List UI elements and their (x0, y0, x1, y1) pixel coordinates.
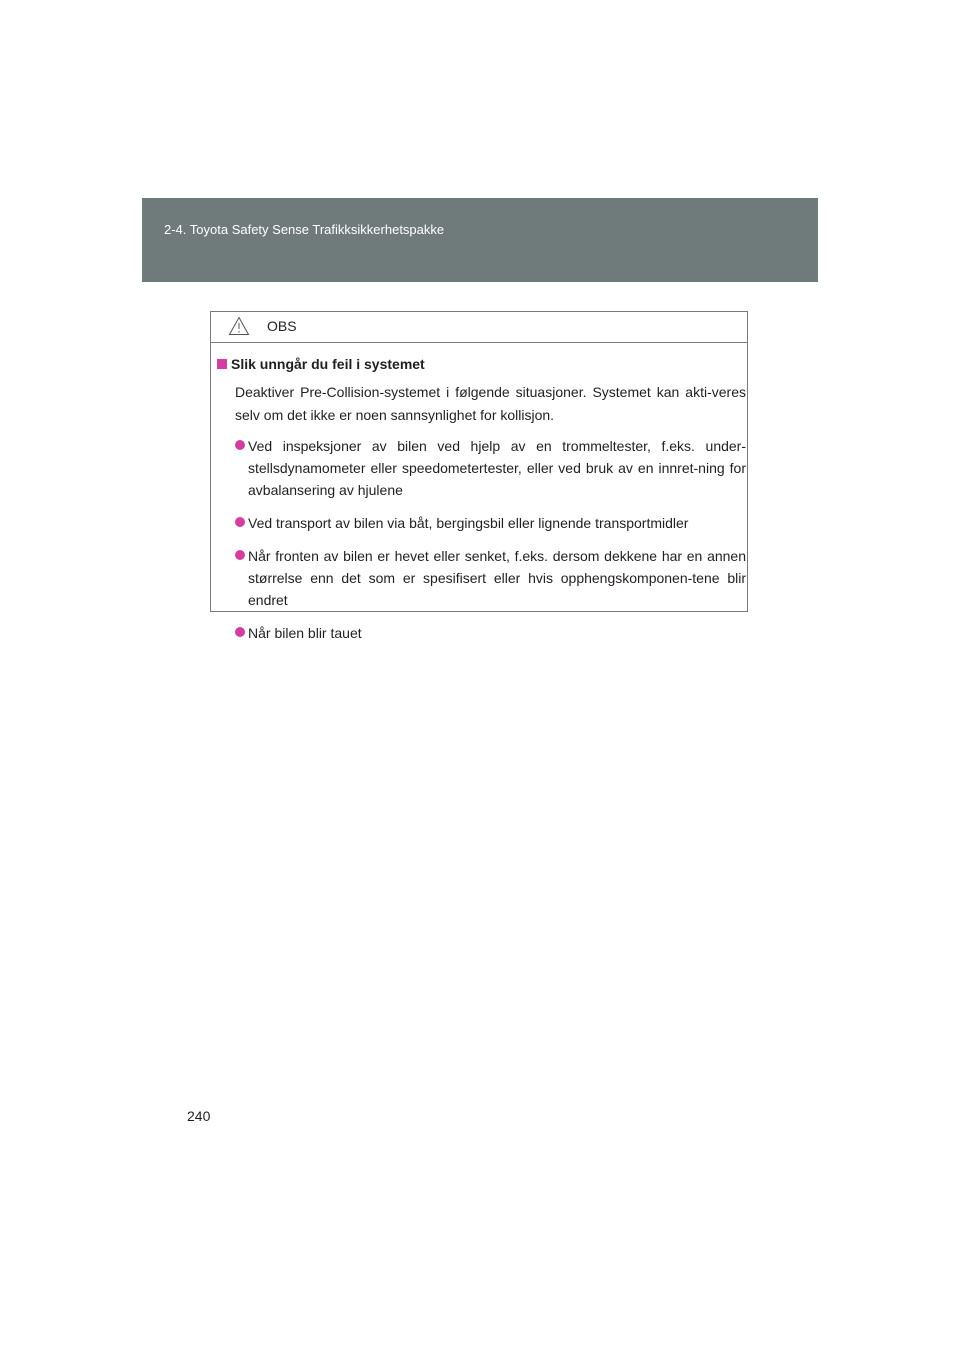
warning-triangle-icon (228, 316, 250, 336)
list-item (217, 622, 746, 644)
section-title: 2-4. Toyota Safety Sense Trafikksikkerhetspakke (164, 222, 445, 237)
caution-intro: Deaktiver Pre-Collision-systemet i følgende situasjoner. Systemet kan akti-veres selv om det ikke er noen sannsynlighet for kollisjon. (235, 384, 746, 423)
round-bullet-icon (235, 440, 245, 450)
list-item-text: Når bilen blir tauet (248, 625, 362, 641)
round-bullet-icon (235, 550, 245, 560)
list-item (217, 512, 746, 534)
caution-heading (217, 355, 741, 373)
caution-box (210, 311, 748, 641)
caution-header (211, 312, 747, 343)
section-header-band (142, 198, 818, 282)
list-item-text: Ved inspeksjoner av bilen ved hjelp av en trommeltester, f.eks. under-stellsdynamometer eller speedometertester, eller ved bruk av en innret-ning for avbalansering av hjulene (248, 438, 746, 498)
caution-body (211, 343, 747, 644)
caution-label: OBS (267, 318, 297, 334)
caution-heading-text: Slik unngår du feil i systemet (231, 356, 425, 372)
list-item-text: Ved transport av bilen via båt, bergingsbil eller lignende transportmidler (248, 515, 689, 531)
list-item-text: Når fronten av bilen er hevet eller senket, f.eks. dersom dekkene har en annen størrelse enn det som er spesifisert eller hvis opphengskomponen-tene blir endret (248, 548, 746, 608)
page-number: 240 (187, 1108, 211, 1124)
list-item (217, 545, 746, 611)
caution-list (217, 435, 746, 644)
round-bullet-icon (235, 517, 245, 527)
square-bullet-icon (217, 359, 227, 369)
list-item (217, 435, 746, 501)
round-bullet-icon (235, 627, 245, 637)
